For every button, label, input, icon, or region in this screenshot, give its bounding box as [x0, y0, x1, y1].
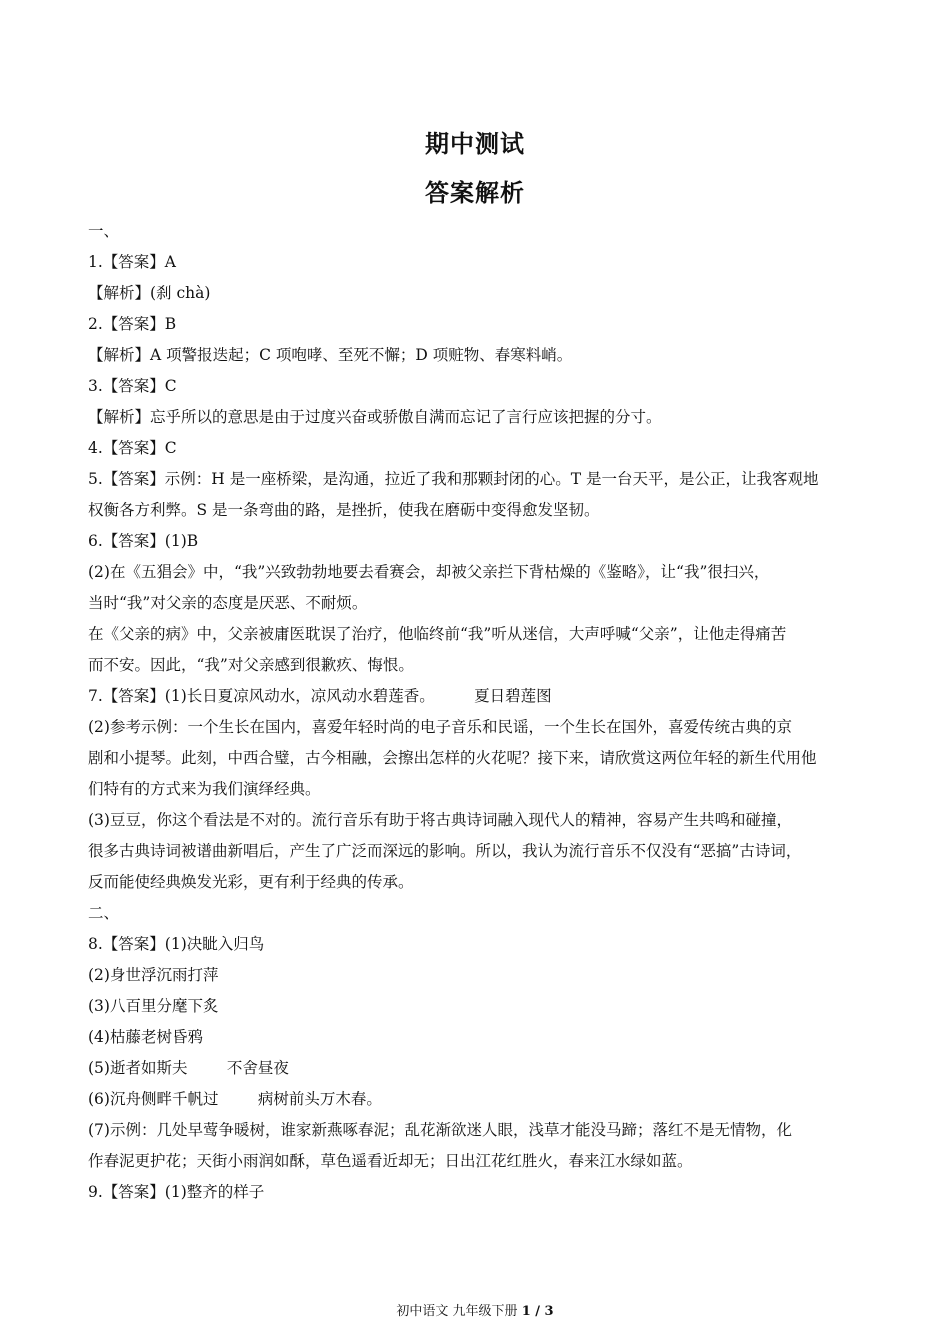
text-line: 1.【答案】A: [88, 253, 176, 271]
text-line: 2.【答案】B: [88, 315, 177, 333]
page-subtitle: 答案解析: [425, 179, 525, 207]
text-line: (2)身世浮沉雨打萍: [88, 966, 219, 984]
text-line: (2)参考示例：一个生长在国内，喜爱年轻时尚的电子音乐和民谣，一个生长在国外，喜爱传统古典的京: [88, 718, 792, 736]
text-line: 5.【答案】示例：H 是一座桥梁，是沟通，拉近了我和那颗封闭的心。T 是一台天平，是公正，让我客观地: [88, 470, 819, 488]
text-line: (7)示例：几处早莺争暖树，谁家新燕啄春泥；乱花渐欲迷人眼，浅草才能没马蹄；落红不是无情物，化: [88, 1121, 792, 1139]
text-line: 9.【答案】(1)整齐的样子: [88, 1183, 265, 1201]
text-line: (2)在《五猖会》中，“我”兴致勃勃地要去看赛会，却被父亲拦下背枯燥的《鉴略》，让“我”很扫兴，: [88, 563, 770, 581]
text-line: 【解析】忘乎所以的意思是由于过度兴奋或骄傲自满而忘记了言行应该把握的分寸。: [88, 408, 662, 426]
page-number: 1 / 3: [521, 1304, 554, 1319]
text-line: 6.【答案】(1)B: [88, 532, 199, 550]
text-line: 【解析】A 项警报迭起；C 项咆哮、至死不懈；D 项赃物、春寒料峭。: [88, 346, 573, 364]
text-line: (5)逝者如斯夫 不舍昼夜: [88, 1059, 289, 1077]
text-line: 二、: [88, 904, 120, 922]
text-line: (3)豆豆，你这个看法是不对的。流行音乐有助于将古典诗词融入现代人的精神，容易产生共鸣和碰撞，: [88, 811, 792, 829]
text-line: 3.【答案】C: [88, 377, 177, 395]
text-line: 作春泥更护花；天街小雨润如酥，草色遥看近却无；日出江花红胜火，春来江水绿如蓝。: [88, 1152, 693, 1170]
page-title: 期中测试: [425, 130, 525, 158]
text-line: 剧和小提琴。此刻，中西合璧，古今相融，会擦出怎样的火花呢？接下来，请欣赏这两位年轻的新生代用他: [88, 749, 817, 767]
text-line: 4.【答案】C: [88, 439, 177, 457]
text-line: (4)枯藤老树昏鸦: [88, 1028, 203, 1046]
footer-text: 初中语文 九年级下册: [396, 1304, 518, 1319]
text-line: 们特有的方式来为我们演绎经典。: [88, 780, 321, 798]
text-line: 而不安。因此，“我”对父亲感到很歉疚、悔恨。: [88, 656, 414, 674]
text-line: (6)沉舟侧畔千帆过 病树前头万木春。: [88, 1090, 382, 1108]
text-line: 很多古典诗词被谱曲新唱后，产生了广泛而深远的影响。所以，我认为流行音乐不仅没有“恶搞”古诗词，: [88, 842, 802, 860]
text-line: 8.【答案】(1)决眦入归鸟: [88, 935, 265, 953]
text-line: 反而能使经典焕发光彩，更有利于经典的传承。: [88, 873, 414, 891]
text-line: 【解析】(刹 chà): [88, 284, 211, 302]
text-line: 一、: [88, 222, 120, 240]
text-line: 7.【答案】(1)长日夏凉风动水，凉风动水碧莲香。 夏日碧莲图: [88, 687, 552, 705]
text-line: 权衡各方利弊。S 是一条弯曲的路，是挫折，使我在磨砺中变得愈发坚韧。: [88, 501, 600, 519]
text-line: (3)八百里分麾下炙: [88, 997, 219, 1015]
text-line: 在《父亲的病》中，父亲被庸医耽误了治疗，他临终前“我”听从迷信，大声呼喊“父亲”，让他走得痛苦: [88, 625, 787, 643]
page-footer: [0, 1300, 950, 1319]
text-line: 当时“我”对父亲的态度是厌恶、不耐烦。: [88, 594, 368, 612]
answer-body: [88, 216, 864, 1208]
